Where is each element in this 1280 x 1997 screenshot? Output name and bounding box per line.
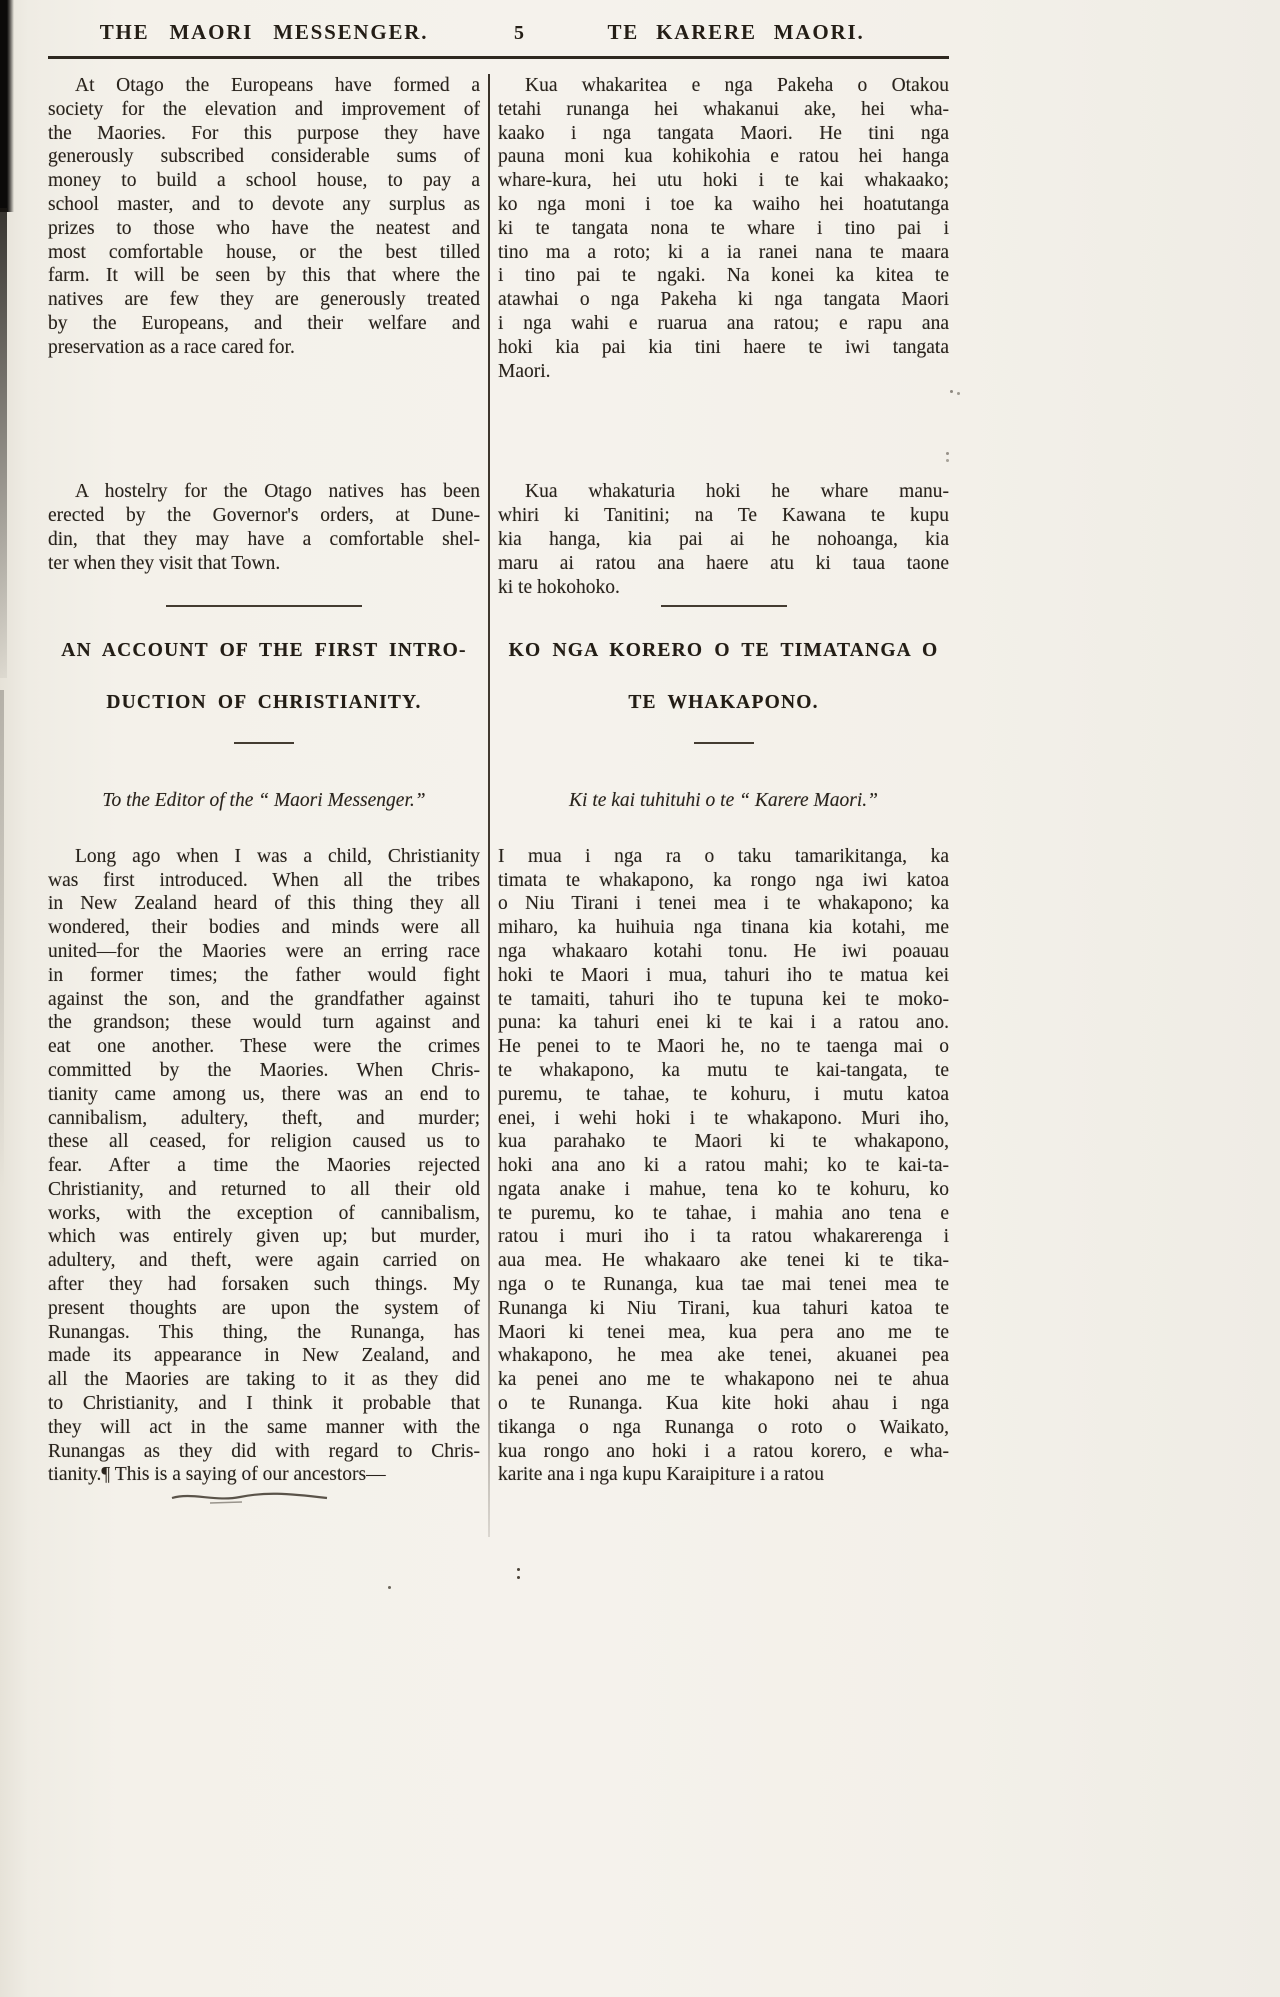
text-line: tianity.¶ This is a saying of our ancestors—	[48, 1464, 386, 1486]
maori-letter-body	[498, 845, 949, 1488]
text-line: ter when they visit that Town.	[48, 552, 281, 574]
text-line: the grandson; these would turn against and	[48, 1012, 480, 1034]
text-line: ko nga moni i toe ka waiho hei hoatutanga	[498, 193, 949, 215]
text-line: generously subscribed considerable sums of	[48, 146, 480, 168]
text-line: i tino pai te ngaki. Na konei ka kitea te	[498, 265, 949, 287]
text-line: prizes to those who have the neatest and	[48, 217, 480, 239]
text-line: miharo, ka huihuia nga tinana kia kotahi, me	[498, 917, 949, 939]
text-line: puna: ka tahuri enei ki te kai i a ratou ano.	[498, 1012, 949, 1034]
text-line: ki te tangata nona te whare i tino pai i	[498, 217, 949, 239]
text-line: farm. It will be seen by this that where the	[48, 265, 480, 287]
text-line: Maori ki tenei mea, kua pera ano me te	[498, 1321, 949, 1343]
text-line: whakapono, he mea ake tenei, akuanei pea	[498, 1345, 949, 1367]
english-article-heading	[48, 639, 480, 715]
text-line: tianity came among us, there was an end to	[48, 1083, 480, 1105]
text-line: te whakapono, ka mutu te kai-tangata, te	[498, 1059, 949, 1081]
text-line: tino ma a roto; ki a ia ranei nana te maara	[498, 241, 949, 263]
masthead-left-title: THE MAORI MESSENGER.	[99, 20, 429, 44]
text-line: society for the elevation and improvement of	[48, 98, 480, 120]
english-letter-body	[48, 845, 480, 1488]
byline-row	[48, 789, 949, 813]
left-short-divider	[234, 742, 294, 744]
text-line: ngata anake i mahue, tena ko te kohuru, ko	[498, 1178, 949, 1200]
scan-gutter-faint	[0, 690, 4, 1190]
page-number: 5	[514, 22, 524, 44]
text-line: nga o te Runanga, kua tae mai tenei mea te	[498, 1274, 949, 1296]
masthead-right-title: TE KARERE MAORI.	[607, 20, 865, 44]
text-line: aua mea. He whakaaro ake tenei ki te tika-	[498, 1250, 949, 1272]
text-line: A hostelry for the Otago natives has been	[75, 481, 480, 503]
text-line: these all ceased, for religion caused us to	[48, 1131, 480, 1153]
text-line: made its appearance in New Zealand, and	[48, 1345, 480, 1367]
english-otago-paragraph	[48, 74, 480, 360]
text-line: preservation as a race cared for.	[48, 336, 295, 358]
heading-line: DUCTION OF CHRISTIANITY.	[106, 692, 422, 714]
text-line: Kua whakaturia hoki he whare manu-	[525, 481, 949, 503]
text-line: nga whakaaro kotahi tonu. He iwi poauau	[498, 940, 949, 962]
left-section-divider	[166, 605, 362, 607]
text-line: timata te whakapono, ka rongo nga iwi katoa	[498, 869, 949, 891]
text-line: hoki kia pai kia tini haere te iwi tangata	[498, 336, 949, 358]
text-line: wondered, their bodies and minds were all	[48, 917, 480, 939]
text-line: adultery, and theft, were again carried on	[48, 1250, 480, 1272]
text-line: ratou i muri iho i ta ratou whakarerenga i	[498, 1226, 949, 1248]
text-line: natives are few they are generously treated	[48, 289, 480, 311]
ink-speck-colon	[517, 1568, 520, 1571]
text-line: kaako i nga tangata Maori. He tini nga	[498, 122, 949, 144]
text-line: Kua whakaritea e nga Pakeha o Otakou	[525, 75, 949, 96]
text-line: present thoughts are upon the system of	[48, 1297, 480, 1319]
text-line: cannibalism, adultery, theft, and murder;	[48, 1107, 480, 1129]
text-line: Long ago when I was a child, Christianity	[75, 845, 480, 867]
english-hostelry-paragraph	[48, 480, 480, 575]
right-section-divider	[661, 605, 787, 607]
page-content	[48, 0, 949, 1537]
text-line: maru ai ratou ana haere atu ki taua taone	[498, 552, 949, 574]
text-line: ki te hokohoko.	[498, 576, 620, 598]
header-rule	[48, 56, 949, 59]
letter-body-row	[48, 845, 949, 1488]
text-line: puremu, te tahae, te kohuru, i mutu katoa	[498, 1083, 949, 1105]
maori-article-heading	[498, 639, 949, 715]
maori-otago-paragraph	[498, 74, 949, 383]
column-divider-rule	[488, 74, 490, 1537]
text-line: committed by the Maories. When Chris-	[48, 1059, 480, 1081]
text-line: Runanga ki Niu Tirani, kua tahuri katoa te	[498, 1297, 949, 1319]
text-line: enei, i wehi hoki i te whakapono. Muri iho,	[498, 1107, 949, 1129]
text-line: Runangas as they did with regard to Chris-	[48, 1440, 480, 1462]
text-line: after they had forsaken such things. My	[48, 1274, 480, 1296]
text-line: te tamaiti, tahuri iho te tupuna kei te moko-	[498, 988, 949, 1010]
text-line: o Niu Tirani i tenei mea i te whakapono; ka	[498, 893, 949, 915]
text-line: they will act in the same manner with the	[48, 1416, 480, 1438]
english-byline: To the Editor of the “ Maori Messenger.”	[102, 789, 426, 811]
text-line: which was entirely given up; but murder,	[48, 1226, 480, 1248]
text-line: was first introduced. When all the tribes	[48, 869, 480, 891]
text-line: te puremu, ko te tahae, i mahia ano tena e	[498, 1202, 949, 1224]
text-line: most comfortable house, or the best tilled	[48, 241, 480, 263]
text-line: kia hanga, kia pai ai he nohoanga, kia	[498, 528, 949, 550]
text-line: I mua i nga ra o taku tamarikitanga, ka	[498, 845, 949, 867]
text-line: the Maories. For this purpose they have	[48, 122, 480, 144]
text-line: tetahi runanga hei whakanui ake, hei wha-	[498, 98, 949, 120]
text-line: eat one another. These were the crimes	[48, 1036, 480, 1058]
text-line: to Christianity, and I think it probable that	[48, 1393, 480, 1415]
text-line: whiri ki Tanitini; na Te Kawana te kupu	[498, 505, 949, 527]
text-line: whare-kura, hei utu hoki i te kai whakaako;	[498, 170, 949, 192]
maori-hostelry-paragraph	[498, 480, 949, 599]
hostelry-section	[48, 480, 949, 599]
text-line: united—for the Maories were an erring race	[48, 940, 480, 962]
heading-line: KO NGA KORERO O TE TIMATANGA O	[508, 640, 939, 662]
text-line: school master, and to devote any surplus as	[48, 193, 480, 215]
scan-gutter-shadow	[0, 0, 14, 212]
text-line: Maori.	[498, 360, 551, 382]
text-line: hoki ana ano ki a ratou mahi; ko te kai-ta-	[498, 1155, 949, 1177]
text-line: din, that they may have a comfortable shel-	[48, 528, 480, 550]
text-line: pauna moni kua kohikohia e ratou hei hanga	[498, 146, 949, 168]
section-divider-row	[48, 605, 949, 607]
text-line: hoki te Maori i mua, tahuri iho te matua kei	[498, 964, 949, 986]
text-line: Christianity, and returned to all their old	[48, 1178, 480, 1200]
text-line: by the Europeans, and their welfare and	[48, 312, 480, 334]
heading-divider-row	[48, 742, 949, 744]
text-line: works, with the exception of cannibalism,	[48, 1202, 480, 1224]
text-line: ka penei ano me te whakapono nei te ahua	[498, 1369, 949, 1391]
two-column-layout	[48, 74, 949, 1537]
otago-society-section	[48, 74, 949, 383]
ink-speck	[950, 390, 953, 393]
text-line: all the Maories are taking to it as they did	[48, 1369, 480, 1391]
text-line: karite ana i nga kupu Karaipiture i a ratou	[498, 1464, 824, 1486]
heading-line: AN ACCOUNT OF THE FIRST INTRO-	[61, 640, 467, 662]
heading-line: TE WHAKAPONO.	[628, 692, 819, 714]
text-line: kua rongo ano hoki i a ratou korero, e wha-	[498, 1440, 949, 1462]
text-line: fear. After a time the Maories rejected	[48, 1155, 480, 1177]
text-line: money to build a school house, to pay a	[48, 170, 480, 192]
text-line: against the son, and the grandfather against	[48, 988, 480, 1010]
text-line: tikanga o nga Runanga o roto o Waikato,	[498, 1416, 949, 1438]
right-short-divider	[694, 742, 754, 744]
text-line: He penei to te Maori he, no te taenga mai o	[498, 1036, 949, 1058]
ink-speck	[388, 1586, 391, 1589]
text-line: At Otago the Europeans have formed a	[75, 75, 480, 96]
text-line: o te Runanga. Kua kite hoki ahau i nga	[498, 1393, 949, 1415]
article-heading-row	[48, 639, 949, 715]
text-line: erected by the Governor's orders, at Dune-	[48, 505, 480, 527]
maori-byline: Ki te kai tuhituhi o te “ Karere Maori.”	[569, 789, 878, 811]
text-line: Runangas. This thing, the Runanga, has	[48, 1321, 480, 1343]
masthead	[48, 20, 949, 45]
text-line: in former times; the father would fight	[48, 964, 480, 986]
scan-gutter-fade	[0, 208, 7, 678]
text-line: atawhai o nga Pakeha ki nga tangata Maori	[498, 289, 949, 311]
text-line: i nga wahi e ruarua ana ratou; e rapu ana	[498, 312, 949, 334]
text-line: in New Zealand heard of this thing they all	[48, 893, 480, 915]
text-line: kua parahako te Maori ki te whakapono,	[498, 1131, 949, 1153]
